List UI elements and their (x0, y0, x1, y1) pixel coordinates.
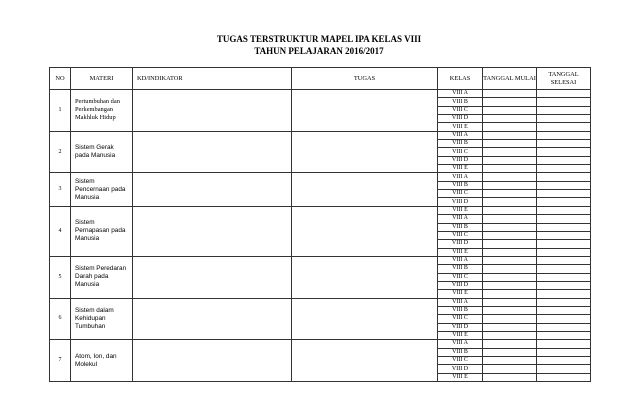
cell-kelas: VIII D (438, 240, 483, 248)
cell-tanggal-selesai (537, 123, 591, 131)
table-row (50, 256, 591, 264)
cell-tugas (292, 298, 438, 340)
cell-tanggal-selesai (537, 156, 591, 164)
cell-kelas: VIII D (438, 156, 483, 164)
cell-kelas: VIII E (438, 165, 483, 173)
cell-tanggal-mulai (483, 165, 537, 173)
cell-tugas (292, 340, 438, 382)
cell-tanggal-selesai (537, 373, 591, 381)
cell-no: 1 (50, 90, 71, 132)
cell-kelas: VIII C (438, 315, 483, 323)
task-table (49, 67, 591, 382)
cell-tanggal-selesai (537, 148, 591, 156)
cell-kelas: VIII A (438, 215, 483, 223)
cell-tanggal-selesai (537, 115, 591, 123)
cell-tanggal-selesai (537, 357, 591, 365)
cell-materi: Pertumbuhan dan Perkembangan Makhluk Hidup (71, 90, 133, 132)
cell-tanggal-selesai (537, 181, 591, 189)
cell-tanggal-mulai (483, 198, 537, 206)
cell-tanggal-selesai (537, 223, 591, 231)
cell-kd-indikator (133, 90, 292, 132)
header-kd-indikator: KD/INDIKATOR (133, 68, 292, 90)
cell-tanggal-mulai (483, 273, 537, 281)
cell-kelas: VIII B (438, 140, 483, 148)
cell-tanggal-selesai (537, 281, 591, 289)
cell-tanggal-selesai (537, 323, 591, 331)
table-row (50, 173, 591, 181)
cell-tanggal-mulai (483, 240, 537, 248)
cell-tanggal-mulai (483, 156, 537, 164)
cell-kd-indikator (133, 298, 292, 340)
table-row (50, 298, 591, 306)
cell-kelas: VIII E (438, 248, 483, 256)
cell-no: 3 (50, 173, 71, 206)
cell-tanggal-selesai (537, 206, 591, 214)
cell-tanggal-mulai (483, 365, 537, 373)
cell-no: 7 (50, 340, 71, 382)
cell-tanggal-mulai (483, 173, 537, 181)
header-tugas: TUGAS (292, 68, 438, 90)
cell-materi: Sistem Gerak pada Manusia (71, 131, 133, 173)
cell-kelas: VIII A (438, 131, 483, 139)
cell-kelas: VIII B (438, 306, 483, 314)
cell-tanggal-mulai (483, 348, 537, 356)
document-title: TUGAS TERSTRUKTUR MAPEL IPA KELAS VIII (216, 34, 422, 44)
cell-tanggal-mulai (483, 215, 537, 223)
cell-kelas: VIII E (438, 373, 483, 381)
cell-tanggal-mulai (483, 223, 537, 231)
cell-tanggal-selesai (537, 190, 591, 198)
cell-no: 6 (50, 298, 71, 340)
cell-kelas: VIII D (438, 281, 483, 289)
cell-kelas: VIII D (438, 365, 483, 373)
cell-tanggal-selesai (537, 140, 591, 148)
cell-tanggal-selesai (537, 173, 591, 181)
cell-kelas: VIII A (438, 90, 483, 98)
cell-tanggal-mulai (483, 140, 537, 148)
header-row (50, 68, 591, 90)
cell-tanggal-mulai (483, 357, 537, 365)
cell-tanggal-mulai (483, 123, 537, 131)
cell-tanggal-selesai (537, 131, 591, 139)
cell-kelas: VIII E (438, 290, 483, 298)
cell-kelas: VIII C (438, 231, 483, 239)
cell-tanggal-selesai (537, 98, 591, 106)
cell-no: 5 (50, 256, 71, 298)
header-tanggal-selesai: TANGGAL SELESAI (537, 68, 591, 90)
cell-tugas (292, 206, 438, 256)
cell-tanggal-mulai (483, 306, 537, 314)
cell-tanggal-selesai (537, 240, 591, 248)
header-no: NO (50, 68, 71, 90)
cell-materi: Sistem dalam Kehidupan Tumbuhan (71, 298, 133, 340)
cell-tanggal-selesai (537, 340, 591, 348)
header-materi: MATERI (71, 68, 133, 90)
cell-kelas: VIII B (438, 265, 483, 273)
cell-tanggal-mulai (483, 323, 537, 331)
cell-tanggal-mulai (483, 131, 537, 139)
cell-materi: Sistem Pernapasan pada Manusia (71, 206, 133, 256)
cell-tanggal-mulai (483, 331, 537, 339)
cell-tanggal-mulai (483, 106, 537, 114)
cell-tanggal-selesai (537, 231, 591, 239)
cell-no: 2 (50, 131, 71, 173)
cell-tanggal-mulai (483, 181, 537, 189)
cell-materi: Sistem Peredaran Darah pada Manusia (71, 256, 133, 298)
cell-tanggal-selesai (537, 90, 591, 98)
cell-materi: Sistem Pencernaan pada Manusia (71, 173, 133, 206)
cell-kelas: VIII A (438, 173, 483, 181)
table-row (50, 340, 591, 348)
cell-tanggal-selesai (537, 365, 591, 373)
cell-tanggal-mulai (483, 90, 537, 98)
cell-tanggal-mulai (483, 256, 537, 264)
cell-tanggal-mulai (483, 315, 537, 323)
cell-kelas: VIII C (438, 357, 483, 365)
cell-tanggal-mulai (483, 340, 537, 348)
cell-tanggal-mulai (483, 190, 537, 198)
cell-tanggal-selesai (537, 298, 591, 306)
cell-kelas: VIII B (438, 181, 483, 189)
cell-kelas: VIII C (438, 273, 483, 281)
table-row (50, 206, 591, 214)
cell-tugas (292, 131, 438, 173)
cell-tanggal-mulai (483, 281, 537, 289)
cell-kelas: VIII D (438, 323, 483, 331)
cell-kelas: VIII D (438, 115, 483, 123)
cell-kd-indikator (133, 256, 292, 298)
cell-tanggal-selesai (537, 265, 591, 273)
table-body (50, 90, 591, 382)
table-row (50, 90, 591, 98)
cell-no: 4 (50, 206, 71, 256)
cell-kelas: VIII A (438, 340, 483, 348)
cell-tugas (292, 90, 438, 132)
cell-tugas (292, 256, 438, 298)
cell-kelas: VIII C (438, 190, 483, 198)
cell-tanggal-selesai (537, 348, 591, 356)
cell-kelas: VIII E (438, 206, 483, 214)
cell-tanggal-selesai (537, 248, 591, 256)
cell-kd-indikator (133, 173, 292, 206)
cell-kelas: VIII C (438, 106, 483, 114)
cell-tugas (292, 173, 438, 206)
cell-tanggal-mulai (483, 298, 537, 306)
cell-kd-indikator (133, 340, 292, 382)
cell-kelas: VIII B (438, 223, 483, 231)
header-tanggal-mulai: TANGGAL MULAI (483, 68, 537, 90)
cell-tanggal-selesai (537, 198, 591, 206)
cell-kd-indikator (133, 206, 292, 256)
cell-tanggal-mulai (483, 231, 537, 239)
cell-kd-indikator (133, 131, 292, 173)
cell-tanggal-selesai (537, 256, 591, 264)
cell-tanggal-mulai (483, 206, 537, 214)
document-subtitle: TAHUN PELAJARAN 2016/2017 (254, 46, 384, 56)
cell-tanggal-selesai (537, 215, 591, 223)
cell-tanggal-mulai (483, 148, 537, 156)
cell-kelas: VIII A (438, 256, 483, 264)
cell-tanggal-selesai (537, 106, 591, 114)
cell-tanggal-selesai (537, 290, 591, 298)
cell-tanggal-selesai (537, 331, 591, 339)
cell-kelas: VIII B (438, 98, 483, 106)
cell-tanggal-selesai (537, 273, 591, 281)
cell-kelas: VIII A (438, 298, 483, 306)
cell-tanggal-mulai (483, 248, 537, 256)
cell-materi: Atom, Ion, dan Molekul (71, 340, 133, 382)
cell-kelas: VIII D (438, 198, 483, 206)
table-row (50, 131, 591, 139)
cell-tanggal-mulai (483, 373, 537, 381)
cell-kelas: VIII B (438, 348, 483, 356)
cell-tanggal-mulai (483, 265, 537, 273)
cell-tanggal-selesai (537, 315, 591, 323)
cell-tanggal-mulai (483, 115, 537, 123)
cell-kelas: VIII E (438, 123, 483, 131)
header-kelas: KELAS (438, 68, 483, 90)
cell-tanggal-selesai (537, 165, 591, 173)
cell-kelas: VIII C (438, 148, 483, 156)
cell-kelas: VIII E (438, 331, 483, 339)
cell-tanggal-mulai (483, 290, 537, 298)
cell-tanggal-selesai (537, 306, 591, 314)
cell-tanggal-mulai (483, 98, 537, 106)
